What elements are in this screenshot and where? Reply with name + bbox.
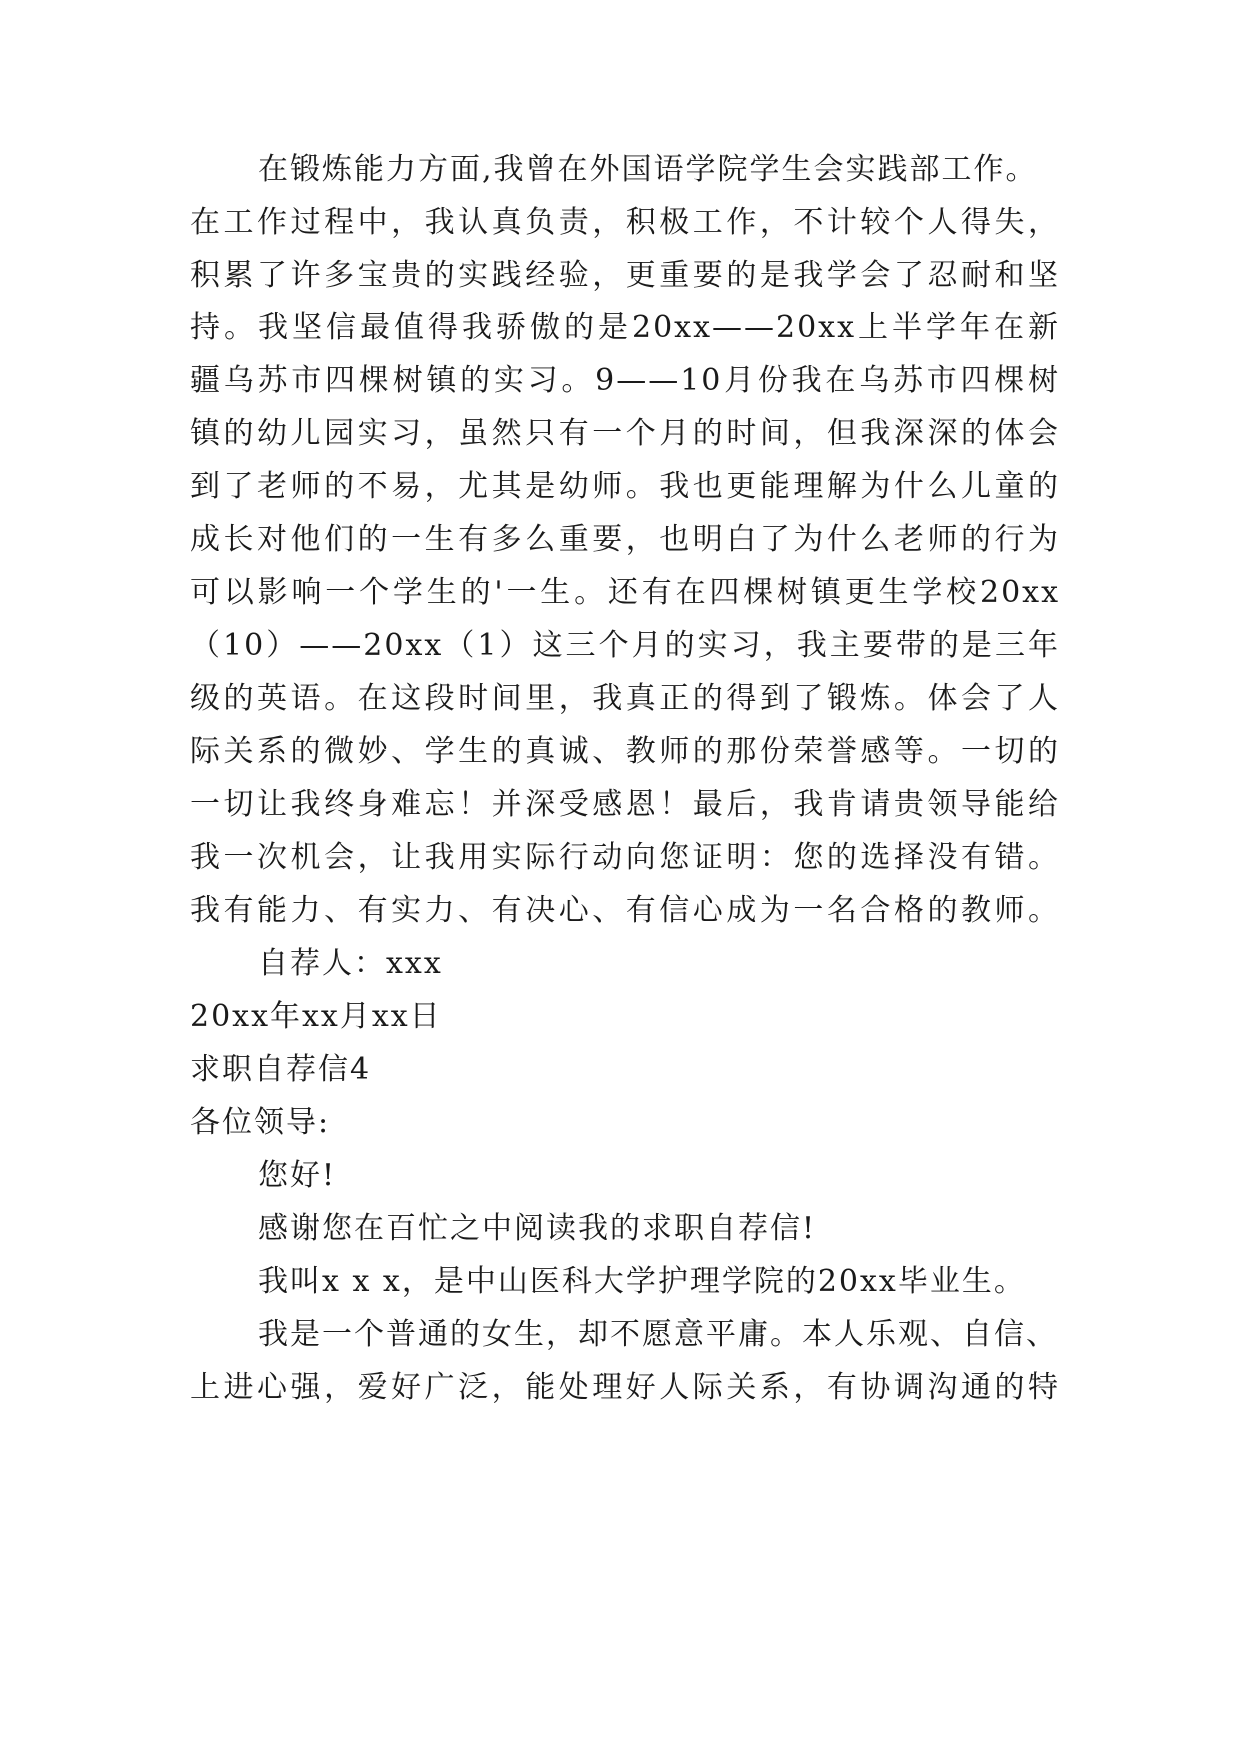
paragraph-line: 我有能力、有实力、有决心、有信心成为一名合格的教师。 (190, 893, 1060, 928)
paragraph-line: 积累了许多宝贵的实践经验，更重要的是我学会了忍耐和坚 (190, 258, 1060, 293)
section-title: 求职自荐信4 (190, 1052, 372, 1087)
paragraph-line: 在工作过程中，我认真负责，积极工作，不计较个人得失， (190, 205, 1060, 240)
paragraph-line: 际关系的微妙、学生的真诚、教师的那份荣誉感等。一切的 (190, 734, 1060, 769)
paragraph-line: （10）——20xx（1）这三个月的实习，我主要带的是三年 (190, 628, 1060, 663)
paragraph-line: 我一次机会，让我用实际行动向您证明：您的选择没有错。 (190, 840, 1060, 875)
greeting: 您好! (258, 1158, 337, 1193)
paragraph-line: 级的英语。在这段时间里，我真正的得到了锻炼。体会了人 (190, 681, 1060, 716)
date-line: 20xx年xx月xx日 (190, 999, 442, 1034)
paragraph-line: 感谢您在百忙之中阅读我的求职自荐信! (258, 1211, 817, 1246)
paragraph-line: 到了老师的不易，尤其是幼师。我也更能理解为什么儿童的 (190, 469, 1060, 504)
signature-line: 自荐人：xxx (258, 946, 443, 981)
paragraph-line: 镇的幼儿园实习，虽然只有一个月的时间，但我深深的体会 (190, 416, 1060, 451)
paragraph-line: 我叫x x x，是中山医科大学护理学院的20xx毕业生。 (258, 1264, 1026, 1299)
paragraph-line: 持。我坚信最值得我骄傲的是20xx——20xx上半学年在新 (190, 310, 1060, 345)
salutation: 各位领导: (190, 1105, 331, 1140)
paragraph-line: 疆乌苏市四棵树镇的实习。9——10月份我在乌苏市四棵树 (190, 363, 1060, 398)
paragraph-line: 成长对他们的一生有多么重要，也明白了为什么老师的行为 (190, 522, 1060, 557)
paragraph-line: 可以影响一个学生的'一生。还有在四棵树镇更生学校20xx (190, 575, 1060, 610)
paragraph-line: 上进心强，爱好广泛，能处理好人际关系，有协调沟通的特 (190, 1370, 1060, 1405)
paragraph-line: 一切让我终身难忘！并深受感恩！最后，我肯请贵领导能给 (190, 787, 1060, 822)
paragraph-line: 在锻炼能力方面,我曾在外国语学院学生会实践部工作。 (258, 152, 1038, 187)
paragraph-line: 我是一个普通的女生，却不愿意平庸。本人乐观、自信、 (258, 1317, 1058, 1352)
